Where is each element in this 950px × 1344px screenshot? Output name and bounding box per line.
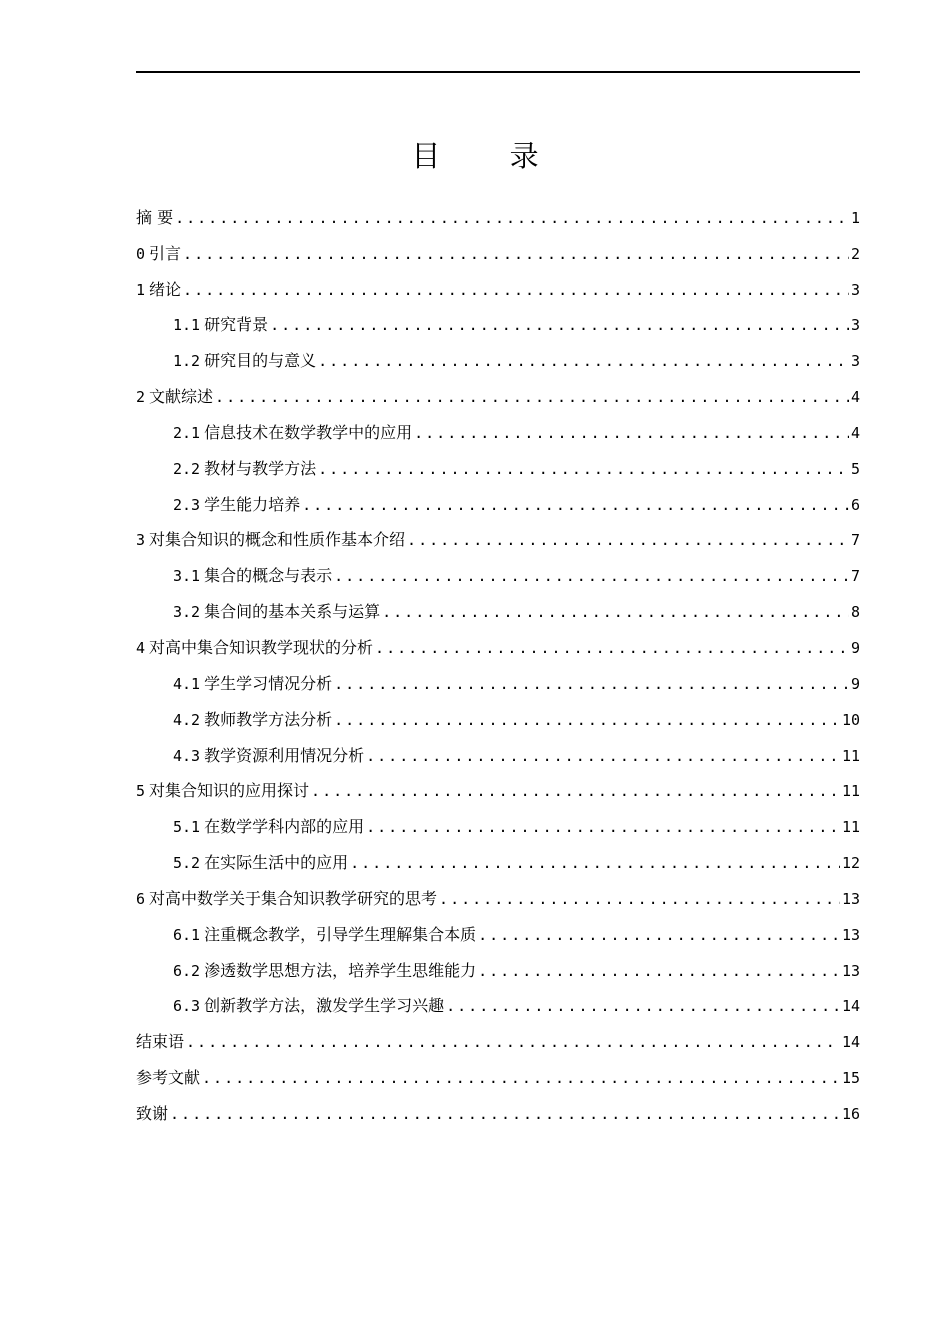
toc-entry[interactable]: [136, 515, 860, 551]
toc-entry-page: 3: [850, 352, 860, 371]
toc-entry[interactable]: [136, 1088, 860, 1124]
toc-entry[interactable]: [136, 228, 860, 264]
toc-entry-title: 教学资源利用情况分析: [204, 745, 365, 765]
toc-entry-page: 11: [841, 782, 860, 801]
toc-entry-label: [173, 710, 332, 730]
toc-entry-number: 5.1: [173, 818, 201, 837]
toc-entry-page: 4: [850, 388, 860, 407]
toc-entry-number: 0: [136, 244, 146, 263]
toc-entry-title: 对集合知识的概念和性质作基本介绍: [149, 530, 406, 550]
toc-entry-page: 2: [850, 244, 860, 263]
toc-entry-number: 4.1: [173, 674, 201, 693]
dot-leader: [446, 996, 840, 1016]
toc-entry[interactable]: [136, 694, 860, 730]
toc-entry-title: 创新教学方法，激发学生学习兴趣: [204, 996, 445, 1016]
toc-entry-title: 在实际生活中的应用: [204, 853, 349, 873]
toc-entry-label: [173, 674, 332, 694]
toc-entry-title: 参考文献: [136, 1068, 201, 1088]
toc-entry-label: [136, 1032, 184, 1052]
toc-entry[interactable]: [136, 981, 860, 1017]
toc-entry[interactable]: [136, 586, 860, 622]
dot-leader: [334, 710, 840, 730]
dot-leader: [350, 853, 840, 873]
dot-leader: [375, 638, 849, 658]
header-rule: [136, 71, 860, 73]
toc-entry-title: 绪论: [149, 279, 182, 299]
dot-leader: [318, 459, 849, 479]
toc-entry[interactable]: [136, 479, 860, 515]
toc-entry-page: 7: [850, 531, 860, 550]
toc-entry-title: 教师教学方法分析: [204, 709, 333, 729]
toc-entry-title: 学生能力培养: [204, 494, 301, 514]
toc-entry-label: [173, 315, 268, 335]
toc-entry-page: 3: [850, 280, 860, 299]
dot-leader: [478, 961, 840, 981]
toc-entry-number: 6: [136, 889, 146, 908]
toc-entry[interactable]: [136, 371, 860, 407]
toc-entry-label: [173, 566, 332, 586]
toc-entry[interactable]: [136, 801, 860, 837]
dot-leader: [202, 1068, 840, 1088]
dot-leader: [439, 889, 840, 909]
toc-entry-label: [136, 1068, 200, 1088]
toc-entry-label: [173, 459, 316, 479]
toc-entry-page: 11: [841, 746, 860, 765]
toc-entry[interactable]: [136, 658, 860, 694]
toc-entry-number: 4.2: [173, 710, 201, 729]
toc-entry-page: 15: [841, 1069, 860, 1088]
toc-entry-title: 对高中数学关于集合知识教学研究的思考: [149, 888, 438, 908]
toc-entry-label: [136, 1104, 168, 1124]
toc-entry-label: [136, 208, 173, 228]
toc-entry-title: 引言: [149, 243, 182, 263]
toc-entry[interactable]: [136, 730, 860, 766]
toc-entry-number: 1.1: [173, 316, 201, 335]
toc-entry-label: [173, 746, 364, 766]
toc-entry[interactable]: [136, 192, 860, 228]
toc-entry-title: 结束语: [136, 1032, 185, 1052]
toc-entry[interactable]: [136, 335, 860, 371]
toc-entry-number: 2.3: [173, 495, 201, 514]
toc-entry-page: 14: [841, 997, 860, 1016]
toc-entry-page: 16: [841, 1104, 860, 1123]
toc-entry-label: [173, 961, 476, 981]
toc-entry-number: 6.1: [173, 925, 201, 944]
toc-entry-number: 2.2: [173, 459, 201, 478]
toc-entry-title: 注重概念教学，引导学生理解集合本质: [204, 924, 477, 944]
toc-entry-title: 研究背景: [204, 315, 269, 335]
toc-entry-number: 2: [136, 388, 146, 407]
toc-entry[interactable]: [136, 909, 860, 945]
toc-entry-title: 教材与教学方法: [204, 458, 317, 478]
toc-entry-page: 4: [850, 423, 860, 442]
toc-entry-number: 2.1: [173, 423, 201, 442]
toc-entry-label: [136, 530, 405, 550]
toc-entry-label: [136, 638, 373, 658]
dot-leader: [366, 817, 840, 837]
toc-entry-label: [136, 280, 181, 300]
toc-entry[interactable]: [136, 550, 860, 586]
toc-entry-page: 14: [841, 1033, 860, 1052]
dot-leader: [183, 244, 849, 264]
page-title: 目 录: [411, 139, 569, 173]
toc-entry-number: 5.2: [173, 854, 201, 873]
toc-entry-label: [173, 925, 476, 945]
toc-entry-number: 3.2: [173, 603, 201, 622]
toc-entry-label: [173, 817, 364, 837]
dot-leader: [186, 1032, 840, 1052]
dot-leader: [302, 495, 849, 515]
toc-entry[interactable]: [136, 766, 860, 802]
toc-entry-title: 学生学习情况分析: [204, 673, 333, 693]
toc-entry-number: 1: [136, 280, 146, 299]
toc-entry-page: 8: [850, 603, 860, 622]
dot-leader: [382, 602, 849, 622]
toc-entry-label: [173, 351, 316, 371]
dot-leader: [318, 351, 849, 371]
toc-entry-title: 摘 要: [136, 207, 174, 227]
toc-entry-title: 渗透数学思想方法，培养学生思维能力: [204, 960, 477, 980]
toc-entry-page: 6: [850, 495, 860, 514]
toc-entry-label: [136, 387, 213, 407]
dot-leader: [183, 280, 849, 300]
dot-leader: [270, 315, 849, 335]
toc-entry-label: [136, 781, 309, 801]
dot-leader: [366, 746, 840, 766]
dot-leader: [414, 423, 849, 443]
toc-entry-page: 13: [841, 961, 860, 980]
toc-entry[interactable]: [136, 945, 860, 981]
toc-entry-number: 6.3: [173, 997, 201, 1016]
toc-entry-page: 1: [850, 208, 860, 227]
toc-entry-page: 9: [850, 674, 860, 693]
toc-entry[interactable]: [136, 443, 860, 479]
toc-entry-title: 信息技术在数学教学中的应用: [204, 422, 413, 442]
toc-entry-number: 6.2: [173, 961, 201, 980]
dot-leader: [478, 925, 840, 945]
toc-entry-title: 研究目的与意义: [204, 351, 317, 371]
toc-entry-number: 1.2: [173, 352, 201, 371]
toc-entry[interactable]: [136, 407, 860, 443]
toc-entry-label: [173, 853, 348, 873]
toc-entry-title: 集合间的基本关系与运算: [204, 602, 381, 622]
toc-entry[interactable]: [136, 1052, 860, 1088]
toc-entry-page: 5: [850, 459, 860, 478]
toc-entry-label: [136, 889, 437, 909]
toc-entry-title: 集合的概念与表示: [204, 566, 333, 586]
toc-entry-page: 3: [850, 316, 860, 335]
toc-entry-label: [173, 996, 444, 1016]
dot-leader: [175, 208, 849, 228]
toc-entry-title: 文献综述: [149, 387, 214, 407]
dot-leader: [215, 387, 849, 407]
toc-entry-page: 9: [850, 638, 860, 657]
toc-entry-number: 4.3: [173, 746, 201, 765]
dot-leader: [334, 566, 849, 586]
toc-entry-label: [173, 423, 412, 443]
toc-entry[interactable]: [136, 1016, 860, 1052]
toc-entry[interactable]: [136, 300, 860, 336]
toc-entry-title: 致谢: [136, 1103, 169, 1123]
toc-entry-page: 13: [841, 889, 860, 908]
toc-entry[interactable]: [136, 837, 860, 873]
dot-leader: [170, 1104, 840, 1124]
dot-leader: [407, 530, 849, 550]
toc-entry-label: [173, 495, 300, 515]
toc-entry-page: 7: [850, 567, 860, 586]
toc-entry-label: [136, 244, 181, 264]
toc-entry-page: 12: [841, 854, 860, 873]
toc-entry[interactable]: [136, 264, 860, 300]
toc-entry-label: [173, 602, 380, 622]
toc-entry-number: 4: [136, 638, 146, 657]
toc-entry-number: 3: [136, 531, 146, 550]
toc-entry-title: 对集合知识的应用探讨: [149, 781, 310, 801]
toc-entry-title: 在数学学科内部的应用: [204, 817, 365, 837]
toc-entry-page: 13: [841, 925, 860, 944]
dot-leader: [334, 674, 849, 694]
toc-entry-number: 5: [136, 782, 146, 801]
toc-entry[interactable]: [136, 873, 860, 909]
toc-entry-title: 对高中集合知识教学现状的分析: [149, 637, 374, 657]
table-of-contents: [136, 192, 860, 1124]
toc-entry-number: 3.1: [173, 567, 201, 586]
toc-entry-page: 10: [841, 710, 860, 729]
toc-entry-page: 11: [841, 818, 860, 837]
toc-entry[interactable]: [136, 622, 860, 658]
dot-leader: [311, 781, 840, 801]
